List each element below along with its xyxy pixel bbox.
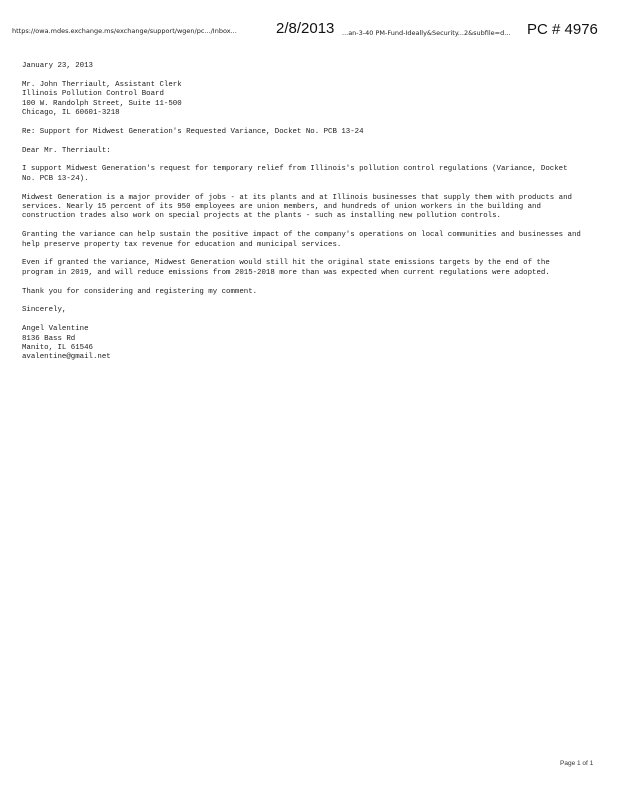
signature-line: Angel Valentine [22,325,89,334]
header-url-right: ...an-3-40 PM-Fund-Ideally&Security...2&subfile=d... [342,29,511,37]
closing: Sincerely, [22,306,67,315]
paragraph: Granting the variance can help sustain the positive impact of the company's operations on local communities and businesses and help preserve property tax revenue for education and municipal services. [22,231,581,249]
recipient-line: Chicago, IL 60601-3218 [22,109,120,118]
recipient-line: 100 W. Randolph Street, Suite 11-500 [22,99,182,108]
salutation: Dear Mr. Therriault: [22,146,111,155]
paragraph: Midwest Generation is a major provider of jobs - at its plants and at Illinois businesses that supply them with products and services. Nearly 15 percent of its 950 employees are union members, and hundreds of union workers in the building and construction trades also work on special projects at the plants - such as installing new pollution controls. [22,193,572,221]
paragraph: Even if granted the variance, Midwest Generation would still hit the original state emissions targets by the end of the program in 2019, and will reduce emissions from 2015-2018 more than was expected when current regulations were adopted. [22,259,550,277]
signature-line: 8136 Bass Rd [22,334,76,343]
paragraph: I support Midwest Generation's request for temporary relief from Illinois's pollution control regulations (Variance, Docket No. PCB 13-24). [22,165,568,183]
letter-body [22,62,582,372]
signature-email: avalentine@gmail.net [22,353,111,362]
paragraph: Thank you for considering and registering my comment. [22,287,258,296]
subject-line: Re: Support for Midwest Generation's Requested Variance, Docket No. PCB 13-24 [22,127,364,136]
recipient-line: Illinois Pollution Control Board [22,90,164,99]
public-comment-number: PC # 4976 [527,21,598,38]
header-date: 2/8/2013 [276,20,335,37]
header-url-left: https://owa.mdes.exchange.ms/exchange/support/wgen/pc.../Inbox... [12,27,237,35]
letter-date: January 23, 2013 [22,62,93,70]
signature-line: Manito, IL 61546 [22,344,93,353]
recipient-line: Mr. John Therriault, Assistant Clerk [22,80,182,89]
page-number: Page 1 of 1 [560,760,594,767]
